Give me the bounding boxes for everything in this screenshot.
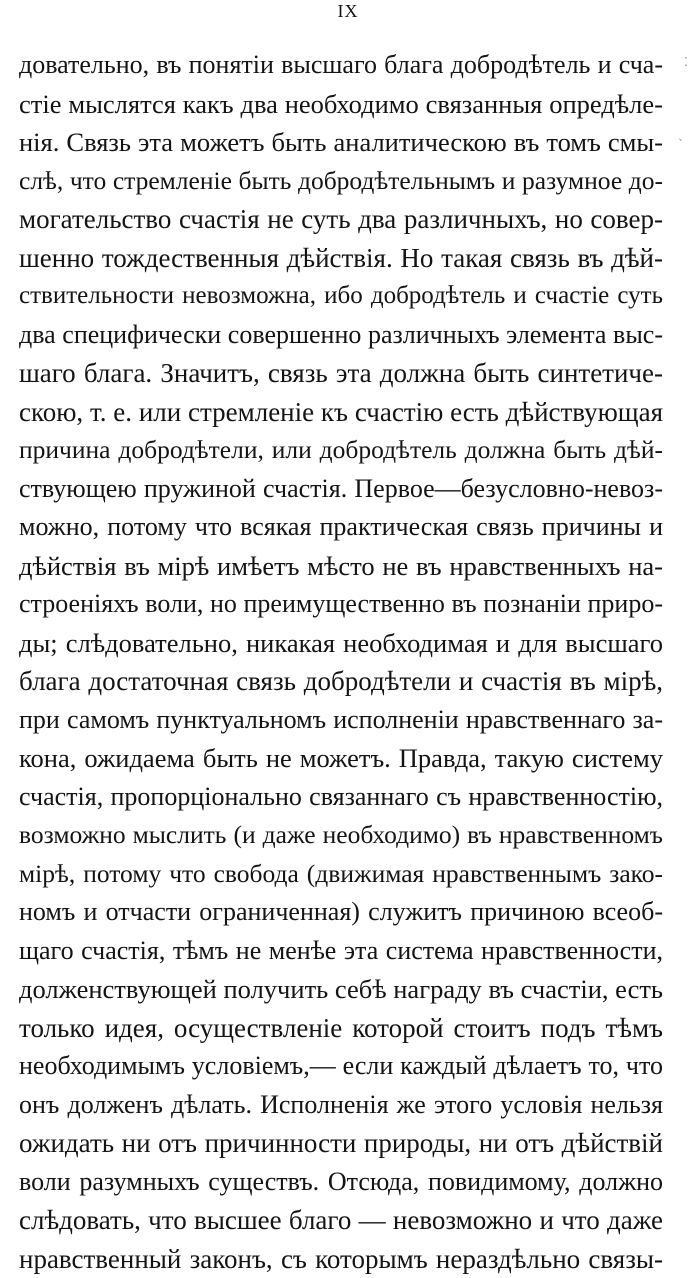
text-line: стіе мыслятся какъ два необходимо связанныя опредѣле- [19, 85, 663, 124]
margin-speck: ˎ [678, 128, 684, 140]
text-line: шенно тождественныя дѣйствія. Но такая связь въ дѣй- [19, 239, 663, 278]
text-line: можно, потому что всякая практическая связь причины и [19, 508, 663, 547]
text-line: воли разумныхъ существъ. Отсюда, повидимому, должно [19, 1163, 663, 1202]
text-line: скою, т. е. или стремленіе къ счастію есть дѣйствующая [19, 393, 663, 432]
text-line: номъ и отчасти ограниченная) служитъ причиною всеоб- [19, 893, 663, 932]
text-line: могательство счастія не суть два различныхъ, но совер- [19, 200, 663, 239]
text-line: два специфически совершенно различныхъ элемента выс- [19, 316, 663, 355]
text-line: ствующею пружиной счастія. Первое—безусловно-невоз- [19, 470, 663, 509]
text-line: ствительности невозможна, ибо добродѣтель и счастіе суть [19, 277, 663, 316]
text-line: шаго блага. Значитъ, связь эта должна быть синтетиче- [19, 354, 663, 393]
text-line: щаго счастія, тѣмъ не менѣе эта система нравственности, [19, 932, 663, 971]
text-line: необходимымъ условіемъ,— если каждый дѣлаетъ то, что [19, 1047, 663, 1086]
text-line: дѣйствія въ мірѣ имѣетъ мѣсто не въ нравственныхъ на- [19, 547, 663, 586]
text-line: мірѣ, потому что свобода (движимая нравственнымъ зако- [19, 855, 663, 894]
text-line: ды; слѣдовательно, никакая необходимая и для высшаго [19, 624, 663, 663]
text-line: причина добродѣтели, или добродѣтель должна быть дѣй- [19, 431, 663, 470]
margin-speck: ⁚ [684, 56, 688, 68]
text-line: нія. Связь эта можетъ быть аналитическою въ томъ смы- [19, 123, 663, 162]
text-line: слѣ, что стремленіе быть добродѣтельнымъ и разумное до- [19, 162, 663, 201]
text-line: только идея, осуществленіе которой стоитъ подъ тѣмъ [19, 1009, 663, 1048]
text-line: ожидать ни отъ причинности природы, ни отъ дѣйствій [19, 1124, 663, 1163]
body-text [19, 46, 663, 1278]
text-line: при самомъ пунктуальномъ исполненіи нравственнаго за- [19, 701, 663, 740]
text-line: счастія, пропорціонально связаннаго съ нравственностію, [19, 778, 663, 817]
text-line: долженствующей получить себѣ награду въ счастіи, есть [19, 970, 663, 1009]
text-line: онъ долженъ дѣлать. Исполненія же этого условія нельзя [19, 1086, 663, 1125]
text-line: блага достаточная связь добродѣтели и счастія въ мірѣ, [19, 662, 663, 701]
text-line: строеніяхъ воли, но преимущественно въ познаніи приро- [19, 585, 663, 624]
page-number: IX [0, 0, 696, 22]
text-line: возможно мыслить (и даже необходимо) въ нравственномъ [19, 816, 663, 855]
text-line: нравственный законъ, съ которымъ нераздѣльно связы- [19, 1240, 663, 1278]
text-line: кона, ожидаема быть не можетъ. Правда, такую систему [19, 739, 663, 778]
text-line: довательно, въ понятіи высшаго блага добродѣтель и сча- [19, 46, 663, 85]
text-line: слѣдовать, что высшее благо — невозможно и что даже [19, 1201, 663, 1240]
